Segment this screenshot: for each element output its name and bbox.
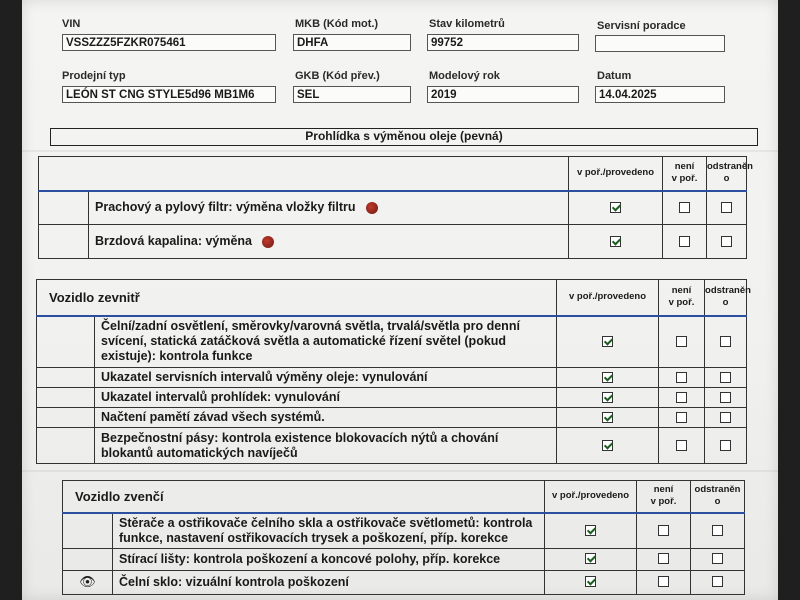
- col-not-ok-line2: v poř.: [668, 297, 695, 309]
- table-header: [37, 280, 747, 316]
- fixed-checkbox[interactable]: [720, 392, 731, 403]
- sales-type-label: Prodejní typ: [62, 70, 126, 82]
- gearbox-label: GKB (Kód přev.): [295, 70, 380, 82]
- done-checkbox[interactable]: [585, 576, 596, 587]
- col-fixed: [707, 157, 753, 191]
- table-row: [37, 368, 747, 388]
- table-row: [63, 548, 745, 570]
- eye-icon: 👁: [79, 574, 96, 589]
- col-fixed-line2: o: [714, 496, 721, 508]
- col-fixed-line2: o: [723, 173, 730, 185]
- done-checkbox[interactable]: [610, 236, 621, 247]
- mileage-field: 99752: [427, 34, 579, 51]
- col-not-ok: [637, 481, 691, 513]
- fixed-checkbox[interactable]: [720, 336, 731, 347]
- interior-table: [36, 279, 751, 464]
- table-header: [39, 157, 747, 191]
- section-title: Vozidlo zvenčí: [63, 481, 545, 513]
- exterior-table: [62, 480, 745, 595]
- fixed-checkbox[interactable]: [712, 553, 723, 564]
- fixed-checkbox[interactable]: [720, 372, 731, 383]
- done-checkbox[interactable]: [602, 372, 613, 383]
- advisor-field: [595, 35, 725, 52]
- model-year-field: 2019: [427, 86, 579, 103]
- not-ok-checkbox[interactable]: [676, 336, 687, 347]
- table-row: [37, 388, 747, 408]
- not-ok-checkbox[interactable]: [679, 202, 690, 213]
- vin-field: VSSZZZ5FZKR075461: [62, 34, 276, 51]
- item-label: Čelní/zadní osvětlení, směrovky/varovná světla, trvalá/světla pro denní svícení, statická zatáčková světla a automatické řízení světel (pokud existuje): kontrola funkce: [95, 316, 557, 368]
- not-ok-checkbox[interactable]: [676, 392, 687, 403]
- inspection-title: Prohlídka s výměnou oleje (pevná): [50, 128, 758, 146]
- table-row: [39, 225, 747, 259]
- col-not-ok-line2: v poř.: [650, 496, 677, 508]
- col-done: v poř./provedeno: [545, 481, 637, 513]
- done-checkbox[interactable]: [602, 336, 613, 347]
- item-label: [89, 191, 569, 225]
- item-text: Brzdová kapalina: výměna: [95, 234, 253, 248]
- done-checkbox[interactable]: [602, 412, 613, 423]
- table-row: [37, 408, 747, 428]
- table-row: [37, 428, 747, 464]
- paper-fold: [22, 470, 778, 472]
- item-label: Stěrače a ostřikovače čelního skla a ostřikovače světlometů: kontrola funkce, nastavení ostřikovacích trysek a poškození, příp. korekce: [113, 513, 545, 549]
- col-not-ok-line1: není: [674, 161, 695, 173]
- col-fixed-line1: odstraněn: [705, 285, 751, 297]
- done-checkbox[interactable]: [585, 525, 596, 536]
- item-label: Načtení pamětí závad všech systémů.: [95, 408, 557, 428]
- paper-fold: [22, 150, 778, 152]
- col-not-ok-line1: není: [653, 484, 674, 496]
- date-field: 14.04.2025: [595, 86, 725, 103]
- col-fixed-line1: odstraněn: [694, 484, 741, 496]
- fixed-checkbox[interactable]: [720, 412, 731, 423]
- red-dot-icon: [262, 236, 274, 248]
- not-ok-checkbox[interactable]: [679, 236, 690, 247]
- not-ok-checkbox[interactable]: [676, 372, 687, 383]
- not-ok-checkbox[interactable]: [658, 525, 669, 536]
- table-header: [63, 481, 745, 513]
- col-done: v poř./provedeno: [557, 280, 659, 316]
- sales-type-field: LEÓN ST CNG STYLE5d96 MB1M6: [62, 86, 276, 103]
- item-text: Prachový a pylový filtr: výměna vložky filtru: [95, 200, 356, 215]
- oil-service-table: [38, 156, 753, 259]
- col-fixed: [691, 481, 745, 513]
- table-row: [63, 513, 745, 549]
- advisor-label: Servisní poradce: [597, 20, 686, 32]
- fixed-checkbox[interactable]: [712, 525, 723, 536]
- not-ok-checkbox[interactable]: [676, 412, 687, 423]
- col-not-ok-line2: v poř.: [671, 173, 698, 185]
- not-ok-checkbox[interactable]: [658, 553, 669, 564]
- col-fixed-line2: o: [722, 297, 729, 309]
- mileage-label: Stav kilometrů: [429, 18, 505, 30]
- done-checkbox[interactable]: [610, 202, 621, 213]
- col-not-ok: [663, 157, 707, 191]
- item-label: Ukazatel intervalů prohlídek: vynulování: [95, 388, 557, 408]
- not-ok-checkbox[interactable]: [676, 440, 687, 451]
- not-ok-checkbox[interactable]: [658, 576, 669, 587]
- date-label: Datum: [597, 70, 632, 82]
- table-row: [63, 570, 745, 594]
- item-label: Ukazatel servisních intervalů výměny oleje: vynulování: [95, 368, 557, 388]
- item-label: Stírací lišty: kontrola poškození a koncové polohy, příp. korekce: [113, 548, 545, 570]
- engine-field: DHFA: [293, 34, 411, 51]
- fixed-checkbox[interactable]: [721, 202, 732, 213]
- col-fixed-line1: odstraněn: [707, 161, 753, 173]
- table-row: [39, 191, 747, 225]
- done-checkbox[interactable]: [602, 392, 613, 403]
- done-checkbox[interactable]: [602, 440, 613, 451]
- vin-label: VIN: [62, 18, 81, 30]
- fixed-checkbox[interactable]: [720, 440, 731, 451]
- item-label: [89, 225, 569, 259]
- col-not-ok-line1: není: [671, 285, 692, 297]
- service-sheet: [22, 0, 778, 600]
- red-dot-icon: [366, 202, 378, 214]
- col-fixed: [705, 280, 751, 316]
- fixed-checkbox[interactable]: [712, 576, 723, 587]
- done-checkbox[interactable]: [585, 553, 596, 564]
- gearbox-field: SEL: [293, 86, 411, 103]
- item-label: Bezpečnostní pásy: kontrola existence blokovacích nýtů a chování blokantů automatických navíječů: [95, 428, 557, 464]
- col-done: v poř./provedeno: [569, 157, 663, 191]
- item-label: Čelní sklo: vizuální kontrola poškození: [113, 570, 545, 594]
- col-not-ok: [659, 280, 705, 316]
- model-year-label: Modelový rok: [429, 70, 500, 82]
- fixed-checkbox[interactable]: [721, 236, 732, 247]
- table-row: [37, 316, 747, 368]
- engine-label: MKB (Kód mot.): [295, 18, 379, 30]
- section-title: Vozidlo zevnitř: [37, 280, 557, 316]
